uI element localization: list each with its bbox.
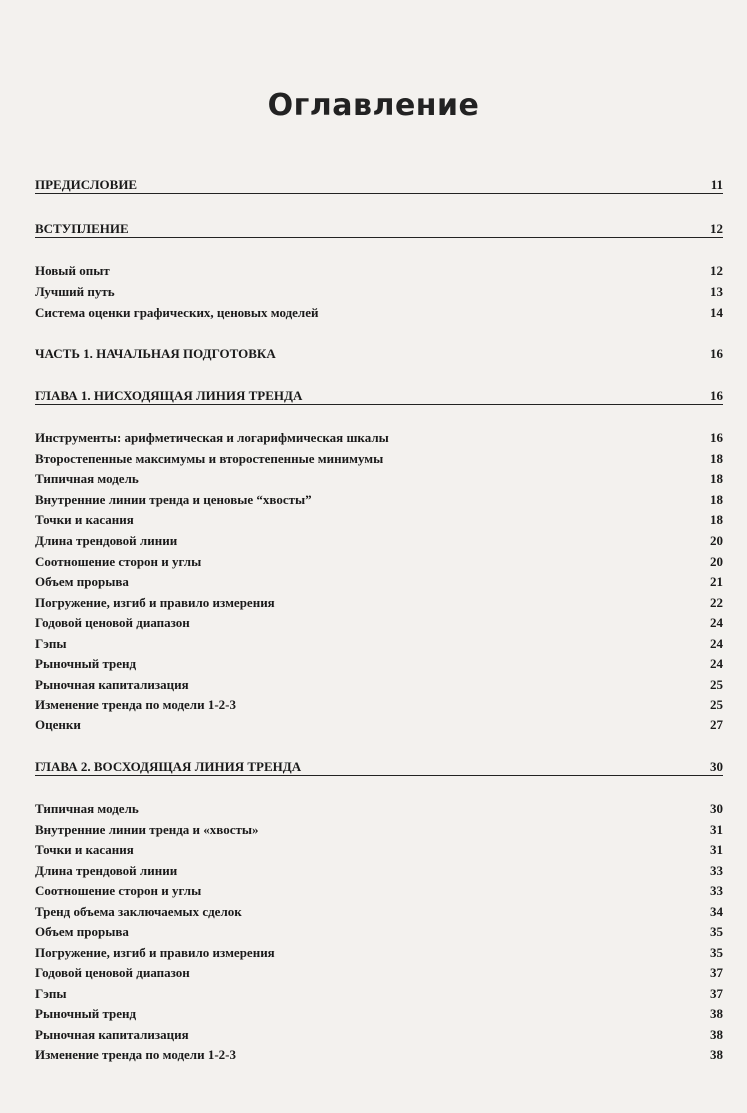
toc-entry-page: 20	[710, 554, 723, 569]
toc-entry	[35, 430, 723, 446]
toc-entry-title: Система оценки графических, ценовых моделей	[35, 305, 319, 320]
toc-entry-page: 34	[710, 904, 723, 919]
toc-entry-title: Внутренние линии тренда и «хвосты»	[35, 822, 259, 837]
toc-entry-page: 13	[710, 284, 723, 299]
toc-entry-title: Гэпы	[35, 986, 67, 1001]
toc-entry-title: Типичная модель	[35, 801, 139, 816]
toc-entry-title: Рыночный тренд	[35, 656, 137, 671]
toc-entry-page: 25	[710, 677, 723, 692]
toc-entry	[35, 677, 723, 693]
toc-entry	[35, 305, 723, 321]
toc-entry-page: 18	[710, 492, 723, 507]
toc-entry-page: 18	[710, 451, 723, 466]
toc-entry	[35, 1006, 723, 1022]
toc-entry-page: 11	[710, 177, 723, 192]
toc-entry-page: 38	[710, 1006, 723, 1021]
toc-entry-page: 22	[710, 595, 723, 610]
toc-entry-page: 18	[710, 471, 723, 486]
toc-entry-title: Второстепенные максимумы и второстепенные минимумы	[35, 451, 384, 466]
toc-entry-title: Изменение тренда по модели 1-2-3	[35, 1047, 236, 1062]
toc-entry	[35, 451, 723, 467]
toc-entry-title: Годовой ценовой диапазон	[35, 615, 190, 630]
toc-entry	[35, 284, 723, 300]
toc-entry-title: Годовой ценовой диапазон	[35, 965, 190, 980]
toc-entry-title: Объем прорыва	[35, 574, 129, 589]
toc-entry-title: Длина трендовой линии	[35, 863, 178, 878]
toc-entry-page: 27	[710, 717, 723, 732]
toc-entry	[35, 822, 723, 838]
toc-entry	[35, 595, 723, 611]
toc-entry-page: 21	[710, 574, 723, 589]
toc-entry-title: Рыночный тренд	[35, 1006, 137, 1021]
page-title: Оглавление	[267, 88, 480, 123]
toc-entry-page: 24	[710, 656, 723, 671]
toc-entry	[35, 177, 723, 194]
toc-entry	[35, 388, 723, 405]
toc-entry	[35, 883, 723, 899]
toc-entry-page: 24	[710, 636, 723, 651]
toc-entry	[35, 533, 723, 549]
toc-entry	[35, 1047, 723, 1063]
toc-entry-title: Рыночная капитализация	[35, 1027, 189, 1042]
toc-entry-page: 14	[710, 305, 723, 320]
toc-entry-title: Инструменты: арифметическая и логарифмическая шкалы	[35, 430, 389, 445]
toc-entry-title: Новый опыт	[35, 263, 110, 278]
toc-entry	[35, 863, 723, 879]
toc-entry-page: 33	[710, 883, 723, 898]
toc-entry-title: ГЛАВА 1. НИСХОДЯЩАЯ ЛИНИЯ ТРЕНДА	[35, 388, 303, 403]
toc-entry-page: 38	[710, 1047, 723, 1062]
toc-entry-page: 35	[710, 924, 723, 939]
toc-entry	[35, 263, 723, 279]
toc-entry-title: Изменение тренда по модели 1-2-3	[35, 697, 236, 712]
toc-entry-title: ЧАСТЬ 1. НАЧАЛЬНАЯ ПОДГОТОВКА	[35, 346, 276, 361]
toc-entry-title: ГЛАВА 2. ВОСХОДЯЩАЯ ЛИНИЯ ТРЕНДА	[35, 759, 302, 774]
toc-entry-title: Погружение, изгиб и правило измерения	[35, 595, 275, 610]
toc-entry	[35, 574, 723, 590]
toc-entry-title: Точки и касания	[35, 512, 134, 527]
toc-entry	[35, 554, 723, 570]
toc-entry	[35, 512, 723, 528]
toc-entry	[35, 965, 723, 981]
toc-entry	[35, 801, 723, 817]
toc-entry-page: 33	[710, 863, 723, 878]
toc-entry-title: Погружение, изгиб и правило измерения	[35, 945, 275, 960]
toc-entry-title: Соотношение сторон и углы	[35, 883, 202, 898]
toc-entry	[35, 717, 723, 733]
toc-entry	[35, 759, 723, 776]
toc-entry-page: 38	[710, 1027, 723, 1042]
toc-entry-title: Рыночная капитализация	[35, 677, 189, 692]
toc-entry-page: 16	[710, 430, 723, 445]
toc-entry-page: 31	[710, 822, 723, 837]
toc-entry-title: Лучший путь	[35, 284, 115, 299]
toc-entry-title: ВСТУПЛЕНИЕ	[35, 221, 129, 236]
toc-entry	[35, 492, 723, 508]
toc-entry-title: Оценки	[35, 717, 81, 732]
toc-entry-title: ПРЕДИСЛОВИЕ	[35, 177, 138, 192]
toc-entry-page: 12	[710, 221, 723, 236]
toc-entry-page: 30	[710, 801, 723, 816]
toc-entry-page: 37	[710, 965, 723, 980]
toc-entry-title: Гэпы	[35, 636, 67, 651]
toc-entry-title: Внутренние линии тренда и ценовые “хвосты”	[35, 492, 312, 507]
toc-entry-title: Типичная модель	[35, 471, 139, 486]
toc-entry-title: Тренд объема заключаемых сделок	[35, 904, 242, 919]
toc-entry-page: 24	[710, 615, 723, 630]
toc-entry	[35, 945, 723, 961]
toc-entry-title: Точки и касания	[35, 842, 134, 857]
toc-entry	[35, 615, 723, 631]
toc-entry	[35, 471, 723, 487]
toc-entry	[35, 697, 723, 713]
toc-entry	[35, 221, 723, 238]
toc-entry	[35, 924, 723, 940]
toc-entry-page: 12	[710, 263, 723, 278]
toc-entry	[35, 842, 723, 858]
toc-entry-page: 35	[710, 945, 723, 960]
toc-entry	[35, 656, 723, 672]
toc-entry-title: Длина трендовой линии	[35, 533, 178, 548]
toc-entry-title: Объем прорыва	[35, 924, 129, 939]
toc-entry-page: 18	[710, 512, 723, 527]
toc-entry	[35, 986, 723, 1002]
toc-entry-page: 16	[710, 388, 723, 403]
toc-entry-page: 31	[710, 842, 723, 857]
toc-entry-page: 30	[710, 759, 723, 774]
toc-entry	[35, 1027, 723, 1043]
toc-entry-page: 16	[710, 346, 723, 361]
toc-entry	[35, 346, 723, 362]
toc-entry-page: 25	[710, 697, 723, 712]
toc-entry-title: Соотношение сторон и углы	[35, 554, 202, 569]
toc-entry	[35, 904, 723, 920]
toc-entry-page: 20	[710, 533, 723, 548]
toc-entry-page: 37	[710, 986, 723, 1001]
toc-entry	[35, 636, 723, 652]
